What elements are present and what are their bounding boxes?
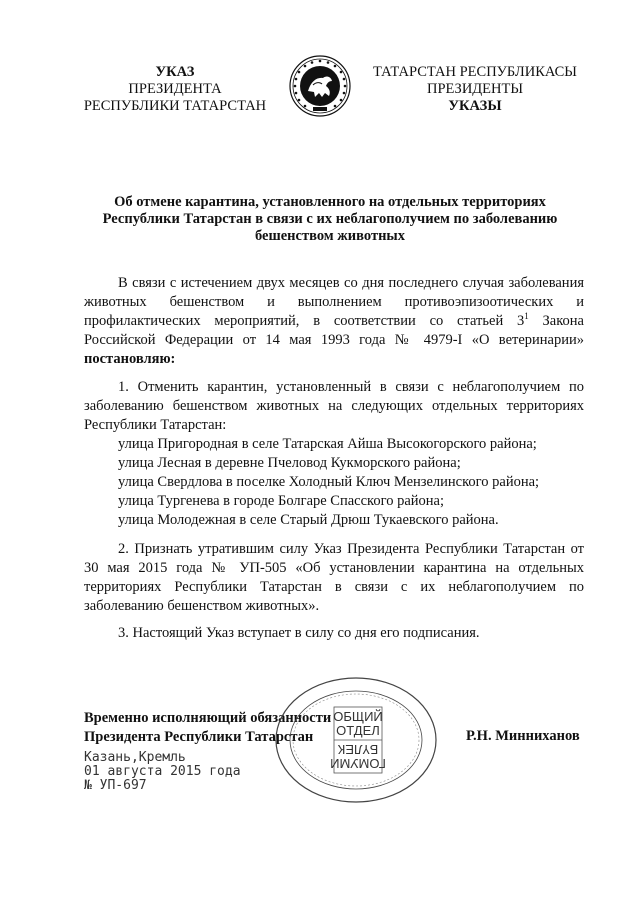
stamp-line4: ГОМУМИ [330,756,386,771]
list-item: улица Свердлова в поселке Холодный Ключ Мензелинского района; [118,474,540,490]
signature-title-line1: Временно исполняющий обязанности [84,710,332,726]
header-left [70,64,280,115]
header-right-line1: ТАТАРСТАН РЕСПУБЛИКАСЫ [373,64,577,80]
document-title [70,194,590,245]
preamble-text-cont: Закона Российской Федерации от 14 мая 1993 года № 4979-I «О ветеринарии» [84,313,584,348]
footer-place: Казань,Кремль [84,750,186,765]
tatarstan-coat-of-arms-icon [289,55,351,117]
signatory-name: Р.Н. Минниханов [466,728,580,744]
item-1 [84,378,584,530]
signature-title-line2: Президента Республики Татарстан [84,729,314,745]
preamble-text: В связи с истечением двух месяцев со дня последнего случая заболевания животных бешенством и выполнением противоэпизоотических и профилактических мероприятий, в соответствии со статьей 3 [84,275,584,329]
item-2: 2. Признать утратившим силу Указ Президента Республики Татарстан от 30 мая 2015 года № УП-505 «Об установлении карантина на отдельных территориях Республики Татарстан в связи с их неблагополучием по заболеванию бешенством животных». [84,541,584,614]
footer-date: 01 августа 2015 года [84,764,241,779]
decree-colon: : [170,351,176,367]
header-right-line2: ПРЕЗИДЕНТЫ [426,81,524,97]
stamp-line1: ОБЩИЙ [333,709,383,724]
preamble-paragraph [84,274,584,369]
list-item: улица Пригородная в селе Татарская Айша Высокогорского района; [118,436,537,452]
footer-number: № УП-697 [84,778,147,793]
list-item: улица Лесная в деревне Пчеловод Кукморского района; [118,455,461,471]
stamp-line2: ОТДЕЛ [336,723,380,738]
item-1-text: 1. Отменить карантин, установленный в связи с неблагополучием по заболеванию бешенством животных на следующих отдельных территориях Республики Татарстан: [84,379,584,433]
title-line3: бешенством животных [255,228,405,244]
stamp-line3: БҮЛЕК [337,742,379,757]
header-left-line1: УКАЗ [155,64,195,80]
document-footer [84,751,241,793]
decree-word: постановляю [84,351,171,367]
header-left-line2: ПРЕЗИДЕНТА [128,81,222,97]
header-right-line3: УКАЗЫ [448,98,502,114]
header-left-line3: РЕСПУБЛИКИ ТАТАРСТАН [83,98,267,114]
article-superscript: 1 [524,311,529,322]
official-stamp [272,673,440,807]
list-item: улица Молодежная в селе Старый Дрюш Тукаевского района. [118,512,499,528]
list-item: улица Тургенева в городе Болгаре Спасского района; [118,493,444,509]
item-3: 3. Настоящий Указ вступает в силу со дня его подписания. [118,625,480,641]
title-line1: Об отмене карантина, установленного на отдельных территориях [114,194,546,210]
title-line2: Республики Татарстан в связи с их неблагополучием по заболеванию [102,211,558,227]
header-right [360,64,590,115]
